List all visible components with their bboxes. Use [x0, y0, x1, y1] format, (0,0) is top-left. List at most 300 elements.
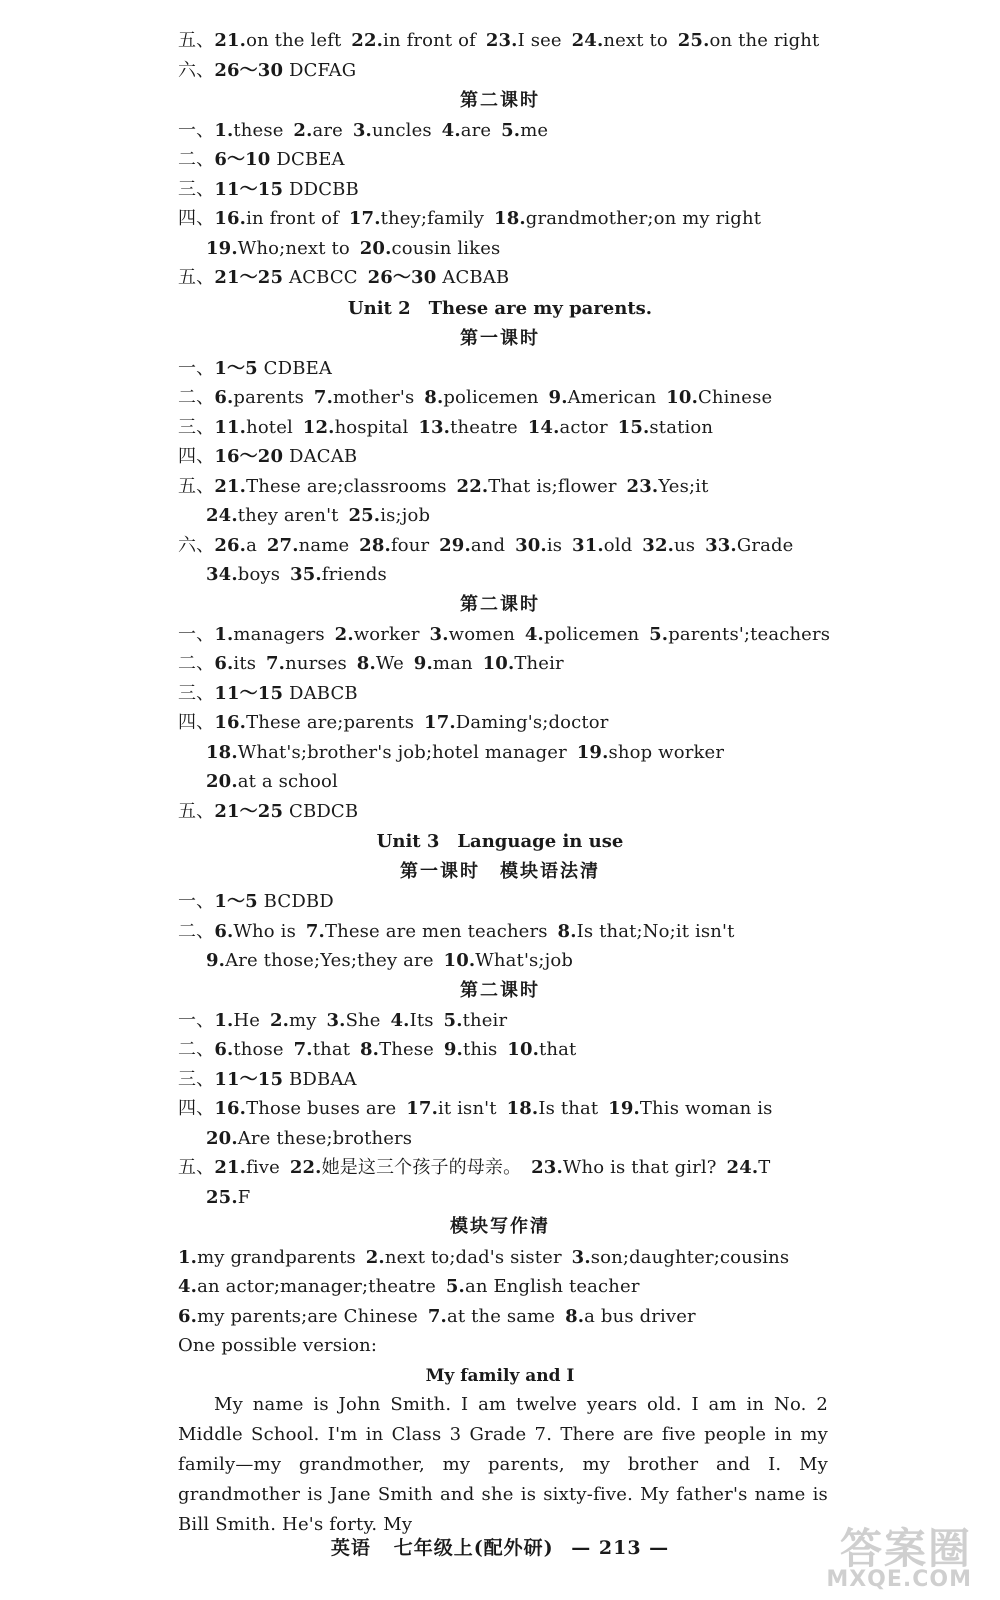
question-number: 12. — [302, 417, 335, 438]
answer-item — [348, 505, 430, 526]
question-number: 24. — [726, 1157, 759, 1178]
section-number: 二、 — [178, 149, 215, 170]
answer-text: policemen — [443, 387, 539, 408]
answer-item — [335, 624, 420, 645]
answer-text: These are men teachers — [324, 921, 548, 942]
question-number: 24. — [206, 505, 238, 526]
answer-line — [178, 890, 334, 914]
answer-item — [572, 1247, 790, 1268]
question-number: 4. — [524, 624, 544, 645]
essay-title: My family and I — [425, 1366, 575, 1386]
question-number: 13. — [418, 417, 451, 438]
section-number: 二、 — [178, 921, 215, 942]
answer-item — [293, 120, 343, 141]
answer-text: hotel — [246, 417, 293, 438]
answer-text: Who is — [233, 921, 296, 942]
answer-item — [214, 1039, 283, 1060]
answer-text: in front of — [383, 30, 476, 51]
question-number: 4. — [390, 1010, 410, 1031]
answer-line — [178, 1097, 773, 1121]
answer-text: next to;dad's sister — [384, 1247, 562, 1268]
section-number: 五、 — [178, 267, 215, 288]
answer-text: this — [462, 1039, 498, 1060]
question-number: 7. — [313, 387, 334, 408]
answer-text: at the same — [446, 1306, 556, 1327]
answer-item — [214, 683, 357, 704]
answer-text: DDCBB — [283, 179, 359, 200]
section-heading: Unit 3 Language in use — [376, 831, 624, 852]
answer-text: it isn't — [437, 1098, 497, 1119]
answer-line — [178, 1334, 377, 1358]
section-number: 一、 — [178, 120, 215, 141]
answer-item — [391, 1010, 434, 1031]
answer-line — [178, 652, 564, 676]
answer-text: those — [233, 1039, 284, 1060]
answer-line — [178, 119, 548, 143]
answer-text: worker — [353, 624, 420, 645]
question-number: 25. — [677, 30, 710, 51]
answer-line — [206, 237, 500, 261]
answer-text: theatre — [450, 417, 518, 438]
answer-item — [214, 712, 414, 733]
answer-item — [214, 446, 357, 467]
answer-item — [549, 387, 657, 408]
question-number: 23. — [485, 30, 518, 51]
answer-text: One possible version: — [178, 1335, 378, 1356]
answer-item — [360, 1039, 434, 1060]
answer-item — [649, 624, 830, 645]
answer-text: they aren't — [237, 505, 339, 526]
answer-item — [326, 1010, 380, 1031]
question-number: 2. — [334, 624, 354, 645]
question-number: 6. — [214, 921, 234, 942]
question-number: 19. — [608, 1098, 640, 1119]
answer-item — [214, 149, 344, 170]
answer-text: DCBEA — [270, 149, 345, 170]
question-number: 21～25 — [214, 267, 284, 288]
question-number: 23. — [626, 476, 659, 497]
section-heading: 第二课时 — [460, 90, 540, 111]
watermark-text: 答案圈 — [839, 1524, 972, 1573]
section-number: 五、 — [178, 801, 215, 822]
question-number: 33. — [705, 535, 737, 556]
answer-text: us — [674, 535, 696, 556]
question-number: 10. — [443, 950, 476, 971]
answer-item — [528, 417, 608, 438]
answer-item — [618, 417, 713, 438]
answer-item — [446, 1276, 640, 1297]
question-number: 4. — [441, 120, 461, 141]
answer-text: Daming's;doctor — [455, 712, 609, 733]
answer-item — [214, 267, 357, 288]
question-number: 3. — [571, 1247, 591, 1268]
answer-item — [414, 653, 473, 674]
answer-text: Grade — [736, 535, 794, 556]
answer-item — [457, 476, 617, 497]
answer-line — [206, 504, 430, 528]
answer-text: He — [233, 1010, 261, 1031]
answer-line — [178, 475, 708, 499]
answer-line — [178, 1038, 576, 1062]
question-number: 31. — [572, 535, 604, 556]
answer-text: uncles — [371, 120, 432, 141]
question-number: 17. — [348, 208, 381, 229]
answer-item — [642, 535, 695, 556]
section-number: 三、 — [178, 417, 215, 438]
answer-item — [501, 120, 548, 141]
answer-item — [214, 387, 304, 408]
footer-grade: 七年级上(配外研) — [393, 1537, 554, 1559]
question-number: 17. — [424, 712, 456, 733]
question-number: 6. — [178, 1306, 198, 1327]
question-number: 9. — [443, 1039, 463, 1060]
answer-item — [705, 535, 793, 556]
section-number: 三、 — [178, 1069, 215, 1090]
answer-item — [214, 921, 296, 942]
question-number: 4. — [178, 1276, 198, 1297]
answer-item — [572, 30, 668, 51]
question-number: 11. — [214, 417, 247, 438]
question-number: 8. — [424, 387, 444, 408]
answer-item — [727, 1157, 771, 1178]
answer-text: Those buses are — [246, 1098, 397, 1119]
answer-text: nurses — [285, 653, 347, 674]
answer-text: is;job — [380, 505, 431, 526]
answer-line — [206, 949, 573, 973]
question-number: 1. — [178, 1247, 198, 1268]
question-number: 25. — [206, 1187, 238, 1208]
answer-item — [678, 30, 820, 51]
answer-text: at a school — [237, 771, 338, 792]
answer-item — [214, 1069, 356, 1090]
question-number: 11～15 — [214, 683, 284, 704]
answer-text: Yes;it — [658, 476, 709, 497]
question-number: 5. — [445, 1276, 465, 1297]
answer-item — [368, 267, 510, 288]
question-number: 34. — [206, 564, 238, 585]
answer-text: grandmother;on my right — [525, 208, 762, 229]
answer-text: man — [432, 653, 473, 674]
answer-item — [214, 801, 358, 822]
answer-text: on the left — [246, 30, 342, 51]
question-number: 26. — [214, 535, 247, 556]
answer-item — [214, 1157, 280, 1178]
answer-line — [178, 1275, 640, 1299]
answer-text: are — [312, 120, 343, 141]
answer-item — [351, 30, 476, 51]
section-number: 五、 — [178, 476, 215, 497]
question-number: 9. — [548, 387, 568, 408]
answer-text: Who is that girl? — [562, 1157, 717, 1178]
answer-line — [178, 59, 356, 83]
question-number: 19. — [206, 238, 238, 259]
question-number: 2. — [293, 120, 313, 141]
section-number: 一、 — [178, 891, 215, 912]
question-number: 1. — [214, 1010, 234, 1031]
answer-item — [303, 417, 409, 438]
answer-text: and — [470, 535, 506, 556]
question-number: 22. — [351, 30, 384, 51]
answer-line — [178, 178, 359, 202]
answer-text: five — [246, 1157, 280, 1178]
answer-item — [558, 921, 735, 942]
answer-text: Its — [409, 1010, 434, 1031]
question-number: 22. — [289, 1157, 322, 1178]
answer-text: cousin likes — [391, 238, 501, 259]
section-number: 二、 — [178, 653, 215, 674]
answer-line — [206, 563, 387, 587]
section-heading: 第一课时 模块语法清 — [400, 861, 600, 882]
answer-text: an English teacher — [464, 1276, 640, 1297]
answer-line — [178, 1009, 507, 1033]
answer-text: Their — [514, 653, 564, 674]
section-number: 六、 — [178, 60, 215, 81]
answer-text: me — [520, 120, 549, 141]
answer-item — [178, 1335, 377, 1356]
question-number: 10. — [507, 1039, 540, 1060]
question-number: 18. — [506, 1098, 539, 1119]
answer-line — [178, 1156, 770, 1180]
answer-item — [366, 1247, 562, 1268]
answer-item — [306, 921, 548, 942]
answer-line — [206, 1186, 250, 1210]
answer-text: ACBCC — [283, 267, 358, 288]
section-number: 五、 — [178, 1157, 215, 1178]
answer-text: She — [345, 1010, 381, 1031]
answer-item — [178, 1306, 418, 1327]
answer-item — [424, 712, 608, 733]
answer-text: they;family — [380, 208, 485, 229]
section-number: 二、 — [178, 1039, 215, 1060]
answer-item — [206, 742, 567, 763]
answer-text: ACBAB — [436, 267, 510, 288]
section-number: 六、 — [178, 535, 215, 556]
answer-text: an actor;manager;theatre — [197, 1276, 436, 1297]
answer-text: actor — [559, 417, 608, 438]
answer-text: These are;parents — [246, 712, 415, 733]
answer-item — [214, 30, 341, 51]
section-heading: 第二课时 — [460, 594, 540, 615]
answer-item — [442, 120, 492, 141]
answer-item — [418, 417, 518, 438]
question-number: 1. — [214, 120, 234, 141]
question-number: 21. — [214, 1157, 247, 1178]
answer-text: Are those;Yes;they are — [225, 950, 434, 971]
question-number: 8. — [565, 1306, 585, 1327]
section-number: 五、 — [178, 30, 215, 51]
section-number: 二、 — [178, 387, 215, 408]
question-number: 3. — [326, 1010, 346, 1031]
page-footer — [0, 1533, 1000, 1560]
section-number: 四、 — [178, 446, 215, 467]
question-number: 20. — [206, 771, 238, 792]
question-number: 11～15 — [214, 179, 284, 200]
section-number: 四、 — [178, 1098, 215, 1119]
question-number: 16～20 — [214, 446, 284, 467]
question-number: 18. — [206, 742, 238, 763]
answer-line — [206, 770, 338, 794]
answer-text: are — [460, 120, 492, 141]
answer-text: Chinese — [697, 387, 773, 408]
answer-item — [349, 208, 484, 229]
answer-item — [214, 60, 356, 81]
answer-item — [214, 208, 339, 229]
question-number: 26～30 — [367, 267, 437, 288]
answer-item — [483, 653, 564, 674]
answer-text: parents';teachers — [668, 624, 831, 645]
question-number: 7. — [427, 1306, 447, 1327]
answer-text: These are;classrooms — [246, 476, 447, 497]
question-number: 21～25 — [214, 801, 284, 822]
answer-item — [206, 771, 338, 792]
answer-text: station — [649, 417, 714, 438]
answer-text: This woman is — [639, 1098, 773, 1119]
answer-item — [270, 1010, 317, 1031]
answer-item — [214, 535, 257, 556]
answer-text: in front of — [246, 208, 339, 229]
watermark-url: MXQE.COM — [826, 1567, 972, 1592]
answer-line — [178, 1305, 696, 1329]
question-number: 9. — [206, 950, 226, 971]
answer-item — [178, 1247, 356, 1268]
answer-item — [494, 208, 761, 229]
answer-text: on the right — [709, 30, 820, 51]
answer-item — [214, 653, 256, 674]
question-number: 11～15 — [214, 1069, 284, 1090]
answer-item — [531, 1157, 717, 1178]
answer-line — [178, 207, 761, 231]
question-number: 35. — [290, 564, 322, 585]
section-number: 一、 — [178, 1010, 215, 1031]
question-number: 3. — [352, 120, 372, 141]
answer-text: CDBEA — [257, 358, 333, 379]
answer-text: hospital — [334, 417, 409, 438]
answer-line — [178, 266, 509, 290]
answer-text: four — [390, 535, 430, 556]
question-number: 28. — [359, 535, 391, 556]
question-number: 1～5 — [214, 891, 258, 912]
question-number: 7. — [305, 921, 325, 942]
answer-text: managers — [233, 624, 325, 645]
question-number: 6. — [214, 653, 234, 674]
answer-text: friends — [321, 564, 387, 585]
answer-text: women — [448, 624, 515, 645]
answer-text: Who;next to — [237, 238, 350, 259]
answer-line — [178, 920, 735, 944]
answer-item — [406, 1098, 496, 1119]
answer-text: is — [546, 535, 563, 556]
answer-text: DCFAG — [283, 60, 357, 81]
question-number: 20. — [206, 1128, 238, 1149]
question-number: 7. — [265, 653, 286, 674]
answer-item — [214, 891, 334, 912]
answer-text: American — [567, 387, 657, 408]
answer-text: a bus driver — [584, 1306, 696, 1327]
answer-item — [572, 535, 632, 556]
answer-item — [214, 1098, 396, 1119]
answer-line — [178, 416, 713, 440]
question-number: 5. — [443, 1010, 463, 1031]
answer-item — [428, 1306, 555, 1327]
answer-item — [515, 535, 562, 556]
answer-item — [206, 505, 339, 526]
answer-text: that — [539, 1039, 577, 1060]
question-number: 19. — [576, 742, 609, 763]
section-heading: 第二课时 — [460, 980, 540, 1001]
answer-text: I see — [517, 30, 562, 51]
answer-text: 她是这三个孩子的母亲。 — [321, 1157, 522, 1178]
answer-item — [206, 950, 434, 971]
question-number: 8. — [356, 653, 376, 674]
question-number: 1. — [214, 624, 234, 645]
answer-line — [178, 623, 830, 647]
answer-text: their — [462, 1010, 508, 1031]
answer-item — [439, 535, 505, 556]
answer-item — [267, 535, 349, 556]
answer-text: Is that;No;it isn't — [576, 921, 735, 942]
answer-item — [266, 653, 347, 674]
section-heading: 模块写作清 — [450, 1216, 550, 1237]
page-number: — 213 — — [571, 1537, 670, 1559]
answer-line — [178, 534, 793, 558]
answer-item — [627, 476, 709, 497]
question-number: 26～30 — [214, 60, 284, 81]
question-number: 22. — [456, 476, 489, 497]
question-number: 18. — [494, 208, 526, 229]
question-number: 20. — [359, 238, 392, 259]
question-number: 6～10 — [214, 149, 271, 170]
answer-text: We — [375, 653, 404, 674]
answer-text: my grandparents — [197, 1247, 356, 1268]
answer-item — [666, 387, 772, 408]
question-number: 25. — [348, 505, 381, 526]
answer-line — [178, 711, 609, 735]
answer-item — [430, 624, 515, 645]
answer-text: next to — [603, 30, 668, 51]
answer-item — [290, 1157, 521, 1178]
question-number: 23. — [531, 1157, 563, 1178]
answer-line — [206, 1127, 412, 1151]
answer-item — [444, 950, 574, 971]
question-number: 27. — [266, 535, 299, 556]
answer-text: boys — [237, 564, 281, 585]
answer-item — [565, 1306, 696, 1327]
question-number: 8. — [360, 1039, 380, 1060]
question-number: 10. — [482, 653, 515, 674]
answer-item — [290, 564, 387, 585]
question-number: 24. — [571, 30, 604, 51]
question-number: 2. — [365, 1247, 385, 1268]
answer-line — [178, 29, 819, 53]
answer-item — [214, 120, 283, 141]
question-number: 16. — [214, 712, 247, 733]
section-heading: Unit 2 These are my parents. — [347, 298, 653, 319]
question-number: 14. — [527, 417, 560, 438]
answer-text: Is that — [538, 1098, 599, 1119]
question-number: 6. — [214, 387, 234, 408]
answer-item — [353, 120, 432, 141]
answer-text: a — [246, 535, 257, 556]
section-number: 四、 — [178, 712, 215, 733]
answer-item — [206, 238, 350, 259]
answer-text: What's;job — [475, 950, 574, 971]
section-number: 一、 — [178, 358, 215, 379]
answer-text: that — [312, 1039, 351, 1060]
question-number: 30. — [515, 535, 547, 556]
answer-item — [577, 742, 724, 763]
answer-item — [214, 476, 446, 497]
answer-text: Are these;brothers — [237, 1128, 413, 1149]
